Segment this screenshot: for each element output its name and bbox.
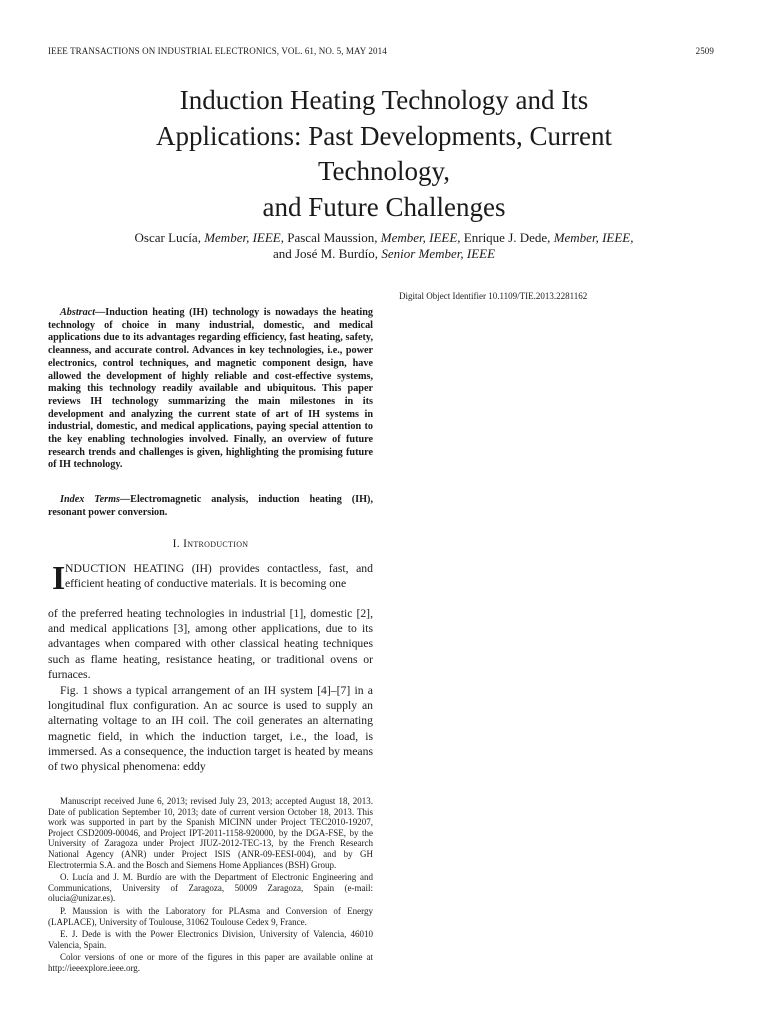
author-name: and José M. Burdío, — [272, 246, 382, 261]
intro-paragraph-continuation: of the preferred heating technologies in industrial [1], domestic [2], and medical applications [3], among other applications, due to its advantages when compared with other classical heating techniques such as flame heating, resistance heating, or traditional ovens or furnaces. — [48, 607, 373, 681]
index-terms-label: Index Terms— — [60, 494, 131, 505]
doi: Digital Object Identifier 10.1109/TIE.2013.2281162 — [399, 291, 588, 301]
drop-cap: I — [52, 560, 66, 597]
paper-title — [60, 83, 708, 225]
intro-first-lines: NDUCTION HEATING (IH) provides contactless, fast, and efficient heating of conductive materials. It is becoming one — [65, 562, 373, 591]
footnote-affiliation-dede: E. J. Dede is with the Power Electronics Division, University of Valencia, 46010 Valencia, Spain. — [48, 929, 373, 950]
author-line-2 — [60, 246, 708, 262]
author-membership: Member, IEEE — [204, 230, 281, 245]
index-terms — [48, 494, 373, 519]
abstract — [48, 307, 373, 472]
running-header — [48, 46, 714, 56]
author-list — [60, 230, 708, 262]
title-line-2: Applications: Past Developments, Current — [156, 120, 612, 151]
footnote-color-versions: Color versions of one or more of the figures in this paper are available online at http://ieeexplore.ieee.org. — [48, 952, 373, 973]
footnote-manuscript: Manuscript received June 6, 2013; revised July 23, 2013; accepted August 18, 2013. Date of publication September 10, 2013; date of current version October 18, 2013. This work was supported in part by the Spanish MICINN under Project TEC2010-19207, Project CSD2009-00046, and Project IPT-2011-1158-920000, by the DGA-FSE, by the University of Zaragoza under Project JIUZ-2012-TEC-13, by the French Research National Agency (ANR) under Project ISIS (ANR-09-EESI-004), and by GH Electrotermia S.A. and the Bosch and Siemens Home Appliances (BSH) Group. — [48, 796, 373, 870]
author-name: Oscar Lucía, — [134, 230, 205, 245]
footnote-affiliation-maussion: P. Maussion is with the Laboratory for PLAsma and Conversion of Energy (LAPLACE), University of Toulouse, 31062 Toulouse Cedex 9, France. — [48, 905, 373, 927]
author-line-1 — [60, 230, 708, 246]
author-membership: Member, IEEE — [380, 230, 458, 245]
author-name: , Enrique J. Dede, — [457, 230, 554, 245]
page-number: 2509 — [695, 46, 714, 56]
section-heading — [48, 538, 373, 550]
footnote-affiliation-lucia-burdio: O. Lucía and J. M. Burdío are with the Department of Electronic Engineering and Communications, University of Zaragoza, 50009 Zaragoza, Spain (e-mail: olucia@unizar.es). — [48, 872, 373, 904]
author-membership: Member, IEEE, — [553, 230, 634, 245]
author-membership: Senior Member, IEEE — [381, 246, 496, 261]
index-terms-text: Electromagnetic analysis, induction heating (IH), resonant power conversion. — [48, 494, 373, 518]
section-title: Introduction — [183, 538, 249, 550]
abstract-text: Induction heating (IH) technology is nowadays the heating technology of choice in many industrial, domestic, and medical applications due to its advantages regarding efficiency, fast heating, safety, cleanness, and accurate control. Advances in key technologies, i.e., power electronics, control techniques, and magnetic component design, have allowed the development of highly reliable and cost-effective systems, making this technology readily available and ubiquitous. This paper reviews IH technology summarizing the main milestones in its development and analyzing the current state of art of IH systems in industrial, domestic, and medical applications, paying special attention to the key enabling technologies involved. Finally, an overview of future research trends and challenges is given, highlighting the promising future of IH technology. — [48, 307, 373, 471]
author-name: , Pascal Maussion, — [280, 230, 381, 245]
intro-paragraph-2: Fig. 1 shows a typical arrangement of an IH system [4]–[7] in a longitudinal flux configuration. An ac source is used to supply an alternating voltage to an IH coil. The coil generates an alternating magnetic field, in which the induction target, i.e., the load, is immersed. As a consequence, the induction target is heated by means of two physical phenomena: eddy — [48, 684, 373, 774]
journal-name: IEEE TRANSACTIONS ON INDUSTRIAL ELECTRONICS, VOL. 61, NO. 5, MAY 2014 — [48, 46, 387, 56]
abstract-label: Abstract— — [60, 307, 106, 318]
section-number: I. — [172, 538, 184, 550]
title-line-1: Induction Heating Technology and Its — [179, 85, 589, 115]
title-line-3: Technology, — [317, 156, 451, 186]
title-line-4: and Future Challenges — [262, 191, 506, 222]
footnotes — [48, 796, 373, 976]
